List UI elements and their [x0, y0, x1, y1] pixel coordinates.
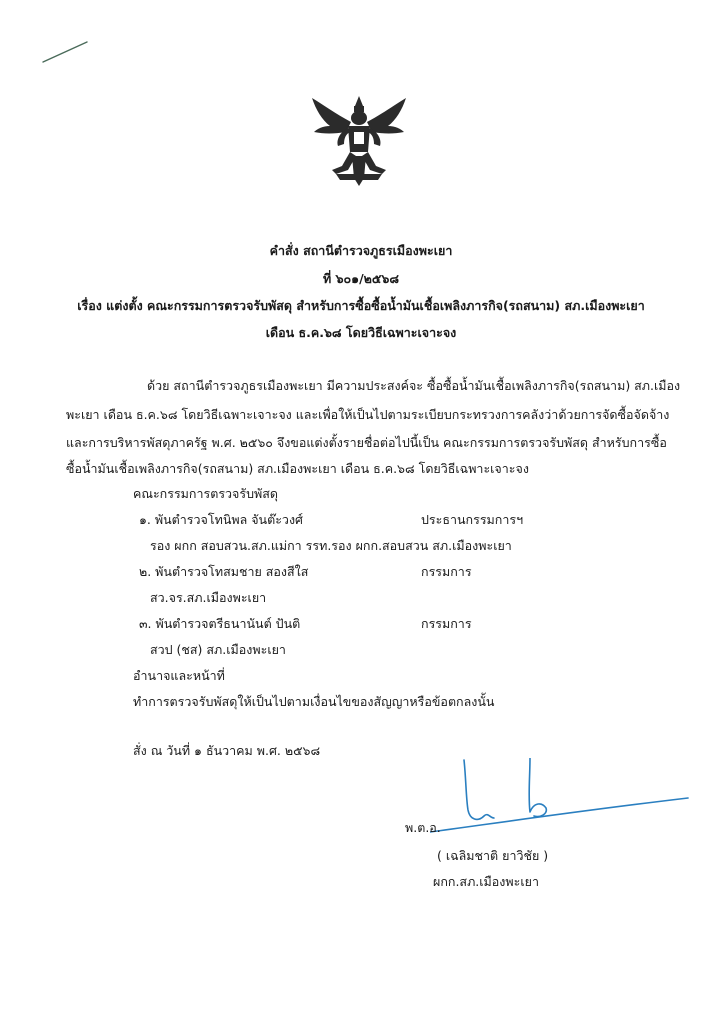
body-line-4: ซื้อน้ำมันเชื้อเพลิงภารกิจ(รถสนาม) สภ.เมืองพะเยา เดือน ธ.ค.๖๘ โดยวิธีเฉพาะเจาะจง	[66, 461, 529, 476]
body-line-3: และการบริหารพัสดุภาครัฐ พ.ศ. ๒๕๖๐ จึงขอแต่งตั้งรายชื่อต่อไปนี้เป็น คณะกรรมการตรวจรับพัสดุ สำหรับการซื้อ	[66, 435, 667, 450]
pen-stroke-mark	[40, 38, 90, 66]
signatory-title: ผกก.สภ.เมืองพะเยา	[433, 874, 539, 889]
body-line-2: พะเยา เดือน ธ.ค.๖๘ โดยวิธีเฉพาะเจาะจง และเพื่อให้เป็นไปตามระเบียบกระทรวงการคลังว่าด้วยการจัดซื้อจัดจ้าง	[66, 407, 670, 422]
member-1-position: รอง ผกก สอบสวน.สภ.แม่กา รรท.รอง ผกก.สอบสวน สภ.เมืองพะเยา	[150, 538, 512, 553]
order-subject: เรื่อง แต่งตั้ง คณะกรรมการตรวจรับพัสดุ สำหรับการซื้อซื้อน้ำมันเชื้อเพลิงภารกิจ(รถสนาม) สภ.เมืองพะเยา	[77, 298, 645, 313]
member-2-position: สว.จร.สภ.เมืองพะเยา	[150, 590, 267, 605]
signature-rank: พ.ต.อ.	[405, 820, 441, 835]
signatory-name: ( เฉลิมชาติ ยาวิชัย )	[437, 848, 549, 863]
member-1-name: ๑. พันตำรวจโทนิพล จันต๊ะวงศ์	[139, 512, 303, 527]
member-3-name: ๓. พันตำรวจตรีธนานันต์ ปันติ	[139, 616, 301, 631]
duty-text: ทำการตรวจรับพัสดุให้เป็นไปตามเงื่อนไขของสัญญาหรือข้อตกลงนั้น	[133, 694, 495, 709]
member-2-role: กรรมการ	[421, 564, 472, 579]
order-title: คำสั่ง สถานีตำรวจภูธรเมืองพะเยา	[269, 243, 453, 258]
member-2-name: ๒. พันตำรวจโทสมชาย สองสีใส	[139, 564, 309, 579]
committee-heading: คณะกรรมการตรวจรับพัสดุ	[133, 486, 279, 501]
order-number: ที่ ๖๐๑/๒๕๖๘	[323, 271, 399, 286]
member-3-role: กรรมการ	[421, 616, 472, 631]
garuda-emblem-icon	[306, 92, 412, 194]
body-line-1: ด้วย สถานีตำรวจภูธรเมืองพะเยา มีความประสงค์จะ ซื้อซื้อน้ำมันเชื้อเพลิงภารกิจ(รถสนาม) สภ.เมือง	[147, 378, 681, 393]
order-date: สั่ง ณ วันที่ ๑ ธันวาคม พ.ศ. ๒๕๖๘	[133, 743, 321, 758]
member-1-role: ประธานกรรมการฯ	[421, 512, 524, 527]
handwritten-signature	[430, 758, 690, 838]
member-3-position: สวป (ชส) สภ.เมืองพะเยา	[150, 642, 286, 657]
order-subject-line2: เดือน ธ.ค.๖๘ โดยวิธีเฉพาะเจาะจง	[265, 325, 457, 340]
duty-heading: อำนาจและหน้าที่	[133, 668, 225, 683]
